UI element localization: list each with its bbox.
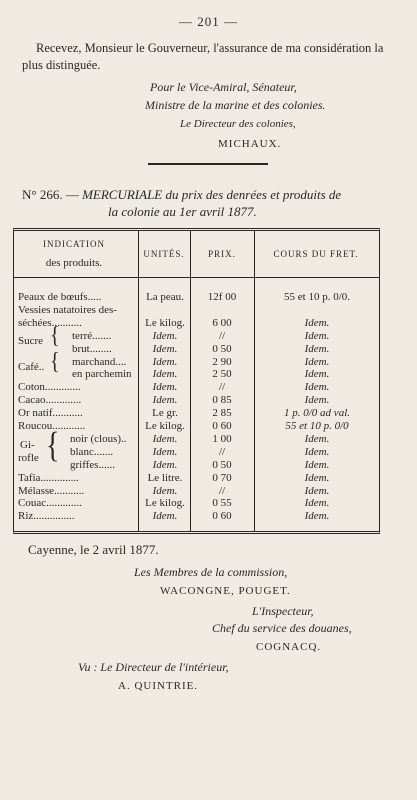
cell-freight: Idem. [304,497,330,510]
cell-price: 0 60 [212,420,232,432]
cell-unit: Idem. [152,342,178,355]
cell-product: Cacao............. [18,394,82,407]
cell-freight: Idem. [304,510,330,523]
cell-product: Riz............... [18,510,75,523]
footer-cognacq: COGNACQ. [256,641,322,653]
cell-freight: 55 et 10 p. 0/0 [285,420,349,432]
heading-number: N° 266. — [22,187,79,202]
page-number: — 201 — [179,14,238,29]
cell-price: 0 70 [212,471,232,484]
cell-product: Couac............. [18,497,82,510]
cell-price: 0 50 [212,458,232,471]
cell-product: Or natif........... [18,407,83,420]
cell-product: marchand.... [72,355,127,368]
cell-freight: Idem. [304,355,330,368]
cell-unit: Le kilog. [145,316,185,329]
cell-product: en parchemin [72,368,132,381]
cell-freight: Idem. [304,329,330,342]
signature-line3: Le Directeur des colonies, [180,118,296,130]
mercuriale-table [13,228,380,534]
cell-freight: Idem. [304,458,330,471]
cell-unit: Idem. [152,368,178,381]
closing-paragraph: Recevez, Monsieur le Gouverneur, l'assurance de ma considération la plus distinguée. [22,41,384,72]
cell-product: Coton............. [18,381,81,394]
footer-place-date: Cayenne, le 2 avril 1877. [28,542,159,557]
cell-price: 6 00 [212,316,232,329]
cell-freight: Idem. [304,368,330,381]
heading-title-line1: MERCURIALE du prix des denrées et produits de [82,187,342,202]
cell-product: blanc....... [70,445,114,458]
cell-price: 0 85 [212,394,232,407]
cell-product: terré....... [72,329,112,342]
cell-unit: Le litre. [147,471,183,484]
cell-unit: Idem. [152,432,178,445]
cell-unit: Idem. [152,394,178,407]
group-label-girofle-2: rofle [18,452,39,464]
cell-freight: Idem. [304,394,330,407]
cell-product: noir (clous).. [70,432,127,445]
cell-price: 0 55 [212,497,232,510]
cell-unit: Idem. [152,381,178,394]
cell-product: séchées........... [18,316,82,329]
cell-unit: Le gr. [152,407,178,420]
cell-price: // [218,381,226,394]
cell-unit: Idem. [152,445,178,458]
header-rule [14,277,379,278]
cell-freight: 1 p. 0/0 ad val. [284,407,350,420]
cell-freight: Idem. [304,381,330,394]
cell-price: 0 50 [212,342,232,355]
cell-unit: Idem. [152,510,178,523]
cell-product: Peaux de bœufs..... [18,291,102,303]
footer-commission: Les Membres de la commission, [134,565,288,579]
heading-title-line2: la colonie au 1er avril 1877. [108,204,257,219]
cell-price: 2 50 [212,368,232,381]
column-divider [190,231,191,531]
cell-product: Tafia.............. [18,471,79,484]
header-indication: INDICATION [43,239,105,249]
group-label-sucre: Sucre [18,335,44,347]
header-prix: PRIX. [208,249,236,259]
cell-product: brut........ [72,342,112,355]
cell-price: 1 00 [212,432,232,445]
cell-product: griffes...... [70,458,116,471]
cell-price: 2 85 [212,407,232,420]
footer-inspecteur: L'Inspecteur, [252,604,314,618]
cell-unit: Idem. [152,355,178,368]
header-produits: des produits. [45,257,103,269]
cell-freight: Idem. [304,484,330,497]
signature-name: MICHAUX. [218,138,282,150]
brace-girofle: { [46,425,60,466]
cell-unit: Idem. [152,458,178,471]
group-label-girofle-1: Gi- [20,439,35,451]
cell-price: // [218,329,226,342]
cell-price: 0 60 [212,510,232,523]
brace-cafe: { [50,348,60,376]
cell-price: // [218,484,226,497]
cell-price: 2 90 [212,355,232,368]
brace-sucre: { [50,322,60,350]
cell-price: 12f 00 [207,291,237,303]
cell-freight: Idem. [304,445,330,458]
footer-vu: Vu : Le Directeur de l'intérieur, [78,660,229,674]
cell-product: Mélasse........... [18,484,85,497]
cell-freight: Idem. [304,342,330,355]
signature-line1: Pour le Vice-Amiral, Sénateur, [150,80,297,94]
group-label-cafe: Café.. [18,361,45,373]
footer-chef: Chef du service des douanes, [212,621,352,635]
cell-freight: Idem. [304,432,330,445]
cell-unit: Le kilog. [145,420,185,432]
cell-price: // [218,445,226,458]
cell-unit: La peau. [146,291,184,303]
footer-quintrie: A. QUINTRIE. [118,680,199,692]
cell-unit: Idem. [152,484,178,497]
cell-product: Vessies natatoires des- [18,303,117,316]
footer-commission-names: WACONGNE, POUGET. [160,585,291,597]
separator-rule [148,163,268,165]
cell-freight: Idem. [304,316,330,329]
header-cours: COURS DU FRET. [273,249,359,259]
cell-unit: Idem. [152,329,178,342]
mercuriale-heading [22,186,392,220]
column-divider [254,231,255,531]
cell-unit: Le kilog. [145,497,185,510]
column-divider [138,231,139,531]
cell-freight: Idem. [304,471,330,484]
signature-line2: Ministre de la marine et des colonies. [145,98,326,112]
cell-product: Roucou............ [18,420,86,432]
header-unites: UNITÉS. [143,249,185,259]
cell-freight: 55 et 10 p. 0/0. [284,291,350,303]
